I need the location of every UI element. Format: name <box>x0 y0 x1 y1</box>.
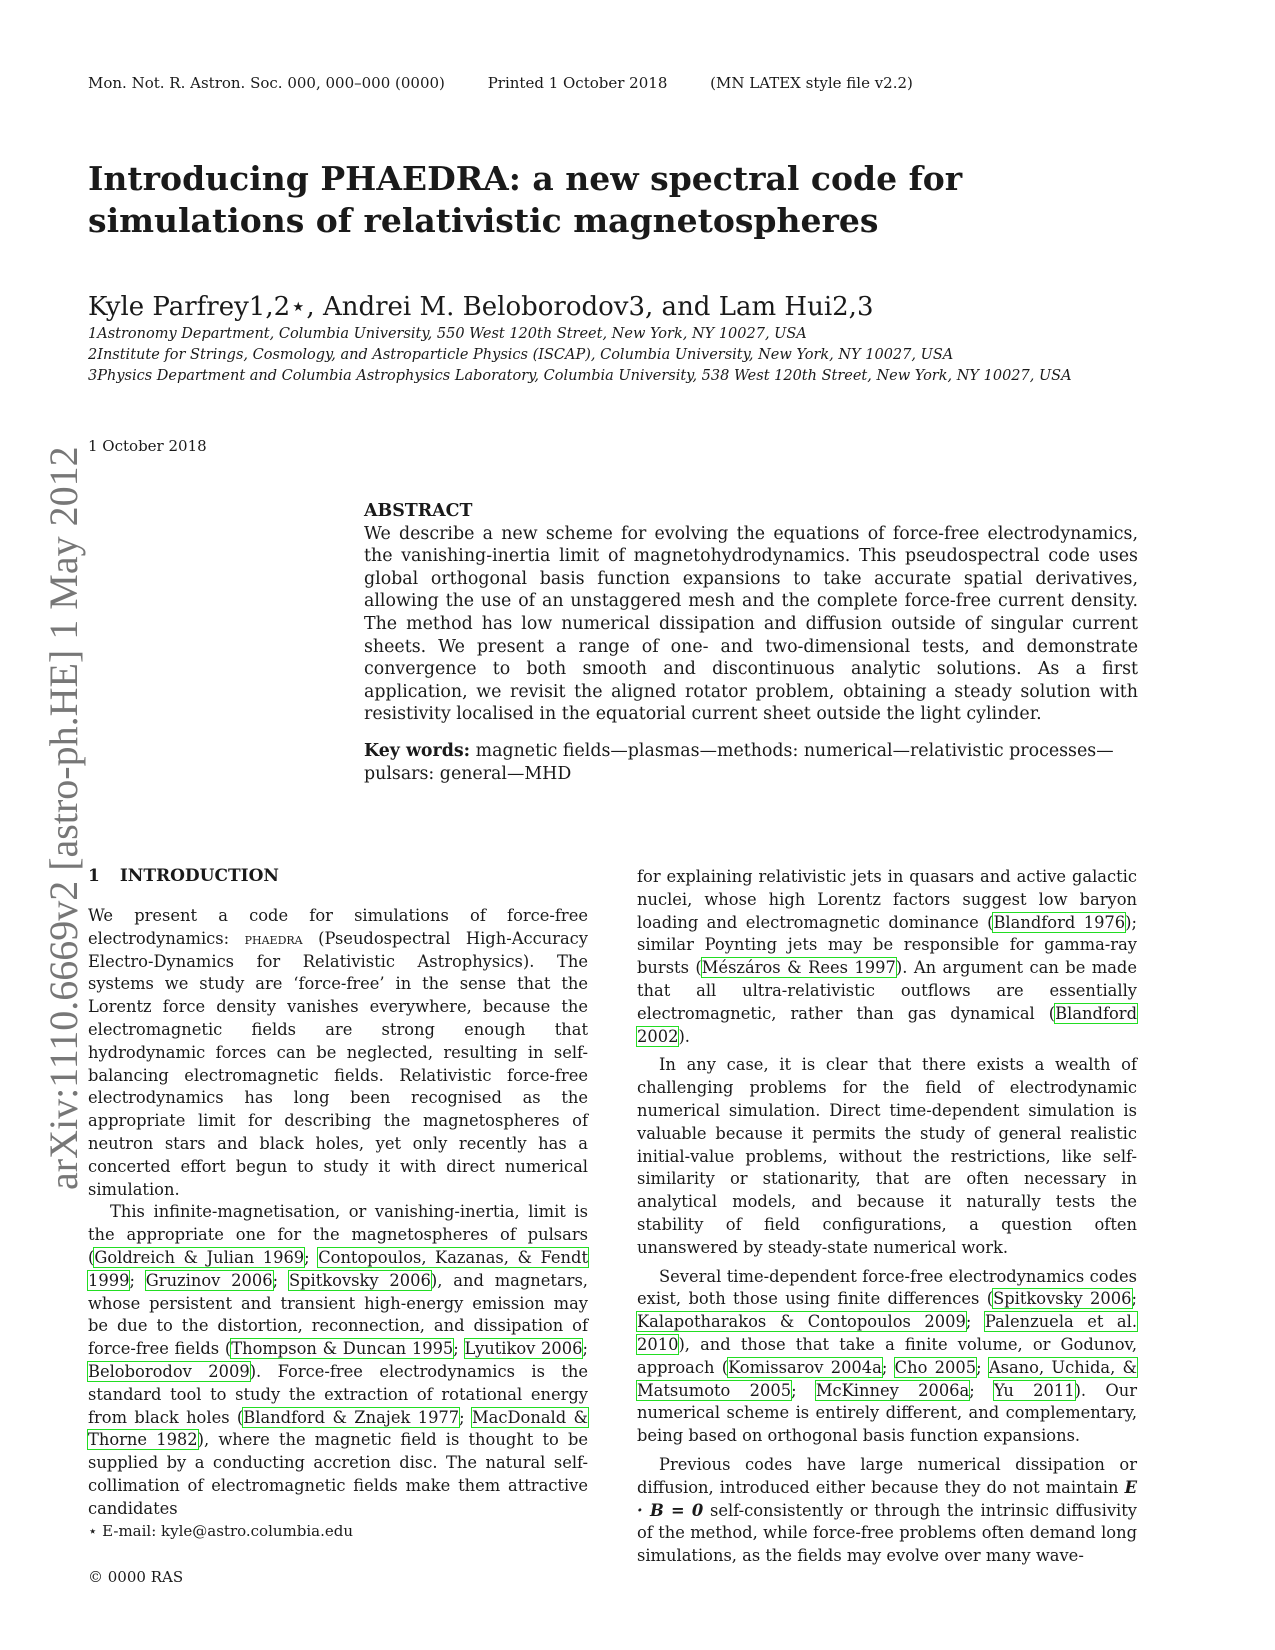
section-number: 1 <box>88 866 100 886</box>
section-heading <box>88 866 299 886</box>
text-run: ). Force-free electrodynamics is the standard tool to study the extraction of rotational energy from black holes ( <box>88 1361 589 1427</box>
style-file: (MN LATEX style file v2.2) <box>710 74 913 92</box>
citation-link[interactable]: Spitkovsky 2006 <box>993 1289 1132 1309</box>
citation-link[interactable]: Cho 2005 <box>894 1357 977 1377</box>
text-run: ; <box>304 1247 319 1267</box>
text-run: ), and magnetars, whose persistent and transient high-energy emission may be due to the distortion, reconnection, and dissipation of force-free fields ( <box>88 1270 588 1359</box>
keywords-text: magnetic fields—plasmas—methods: numerical—relativistic processes—pulsars: general—MHD <box>364 741 1114 784</box>
text-run: ; <box>272 1270 289 1290</box>
section-title: INTRODUCTION <box>119 866 279 886</box>
paper-title: Introducing PHAEDRA: a new spectral code for simulations of relativistic magnetospheres <box>88 159 963 240</box>
text-run: ). An argument can be made that all ultra-relativistic outflows are essentially electromagnetic, rather than gas dynamical ( <box>637 958 1137 1023</box>
citation-link[interactable]: Beloborodov 2009 <box>88 1361 250 1381</box>
paragraph: In any case, it is clear that there exists a wealth of challenging problems for the field of electrodynamic numerical simulation. Direct time-dependent simulation is valuable because it permits the study of general realistic initial-value problems, without the restrictions, like self-similarity or stationarity, that are often necessary in analytical models, and because it naturally tests the stability of field configurations, a question often unanswered by steady-state numerical work. <box>637 1055 1137 1257</box>
paragraph <box>88 905 588 1201</box>
paragraph <box>637 1454 1137 1568</box>
citation-link[interactable]: Spitkovsky 2006 <box>288 1270 431 1290</box>
citation-link[interactable]: Yu 2011 <box>994 1380 1075 1400</box>
arxiv-identifier: arXiv:1110.6669v2 [astro-ph.HE] 1 May 2012 <box>41 446 86 1190</box>
abstract-block <box>364 500 1138 726</box>
citation-link[interactable]: Thompson & Duncan 1995 <box>231 1339 454 1359</box>
keywords-label: Key words: <box>364 741 471 761</box>
citation-link[interactable]: Gruzinov 2006 <box>145 1270 273 1290</box>
text-run: ; <box>582 1339 588 1359</box>
author-list: Kyle Parfrey1,2⋆, Andrei M. Beloborodov3, and Lam Hui2,3 <box>88 292 874 322</box>
text-run: ). Our numerical scheme is entirely different, and complementary, being based on orthogonal basis function expansions. <box>637 1380 1138 1446</box>
text-run: ); similar Poynting jets may be responsible for gamma-ray bursts ( <box>637 912 1137 978</box>
code-name: phaedra <box>244 928 303 948</box>
citation-link[interactable]: MacDonald & Thorne 1982 <box>88 1407 589 1450</box>
keywords-block <box>364 740 1138 785</box>
citation-link[interactable]: McKinney 2006a <box>815 1380 970 1400</box>
citation-link[interactable]: Blandford 2002 <box>637 1003 1137 1046</box>
text-run: ; <box>453 1339 465 1359</box>
text-run: We present a code for simulations of force-free electrodynamics: <box>88 906 588 948</box>
text-run: for explaining relativistic jets in quasars and active galactic nuclei, whose high Lorentz factors suggest low baryon loading and electromagnetic dominance ( <box>637 867 1137 932</box>
affiliations <box>88 324 1072 387</box>
paragraph <box>88 1201 588 1520</box>
paper-date: 1 October 2018 <box>88 437 207 455</box>
text-run: ). <box>678 1026 690 1046</box>
text-run: ; <box>1131 1289 1137 1309</box>
text-run: ), where the magnetic field is thought to be supplied by a conducting accretion disc. The natural self-collimation of electromagnetic fields make them attractive candidates <box>88 1430 588 1518</box>
citation-link[interactable]: Kalapotharakos & Contopoulos 2009 <box>637 1312 966 1332</box>
printed-date: Printed 1 October 2018 <box>487 74 668 92</box>
left-column <box>88 905 588 1521</box>
affiliation-3: 3Physics Department and Columbia Astrophysics Laboratory, Columbia University, 538 West 120th Street, New York, NY 10027, USA <box>88 368 1072 384</box>
text-run: ; <box>459 1407 472 1427</box>
affiliation-2: 2Institute for Strings, Cosmology, and Astroparticle Physics (ISCAP), Columbia University, New York, NY 10027, USA <box>88 347 954 363</box>
citation-link[interactable]: Contopoulos, Kazanas, & Fendt 1999 <box>88 1247 588 1290</box>
citation-link[interactable]: Lyutikov 2006 <box>464 1339 583 1359</box>
text-run: Several time-dependent force-free electrodynamics codes exist, both those using finite differences ( <box>637 1266 1137 1309</box>
text-run: ; <box>976 1357 989 1377</box>
running-header <box>88 74 951 92</box>
citation-link[interactable]: Asano, Uchida, & Matsumoto 2005 <box>637 1357 1138 1400</box>
citation-link[interactable]: Blandford & Znajek 1977 <box>243 1407 460 1427</box>
text-run: Previous codes have large numerical dissipation or diffusion, introduced either because they do not maintain <box>637 1454 1137 1497</box>
text-run: self-consistently or through the intrinsic diffusivity of the method, while force-free problems often demand long simulations, as the fields may evolve over many wave- <box>637 1500 1138 1566</box>
text-run: ), and those that take a finite volume, or Godunov, approach ( <box>637 1334 1137 1377</box>
paragraph <box>637 866 1137 1048</box>
text-run: This infinite-magnetisation, or vanishing-inertia, limit is the appropriate one for the magnetospheres of pulsars ( <box>88 1202 588 1267</box>
text-run: ; <box>969 1380 995 1400</box>
text-run: ; <box>791 1380 816 1400</box>
text-run: (Pseudospectral High-Accuracy Electro-Dynamics for Relativistic Astrophysics). The systems we study are ‘force-free’ in the sense that the Lorentz force density vanishes everywhere, because the electromagnetic fields are strong enough that hydrodynamic forces can be neglected, resulting in self-balancing electromagnetic fields. Relativistic force-free electrodynamics has long been recognised as the appropriate limit for describing the magnetospheres of neutron stars and black holes, yet only recently has a concerted effort begun to study it with direct numerical simulation. <box>88 928 588 1199</box>
equation: E · B = 0 <box>637 1477 1137 1520</box>
text-run: ; <box>965 1312 985 1332</box>
abstract-heading: ABSTRACT <box>364 501 473 521</box>
citation-link[interactable]: Mészáros & Rees 1997 <box>701 958 896 978</box>
footnote-email: ⋆ E-mail: kyle@astro.columbia.edu <box>88 1522 354 1540</box>
citation-link[interactable]: Goldreich & Julian 1969 <box>94 1247 305 1267</box>
affiliation-1: 1Astronomy Department, Columbia University, 550 West 120th Street, New York, NY 10027, USA <box>88 326 807 342</box>
citation-link[interactable]: Komissarov 2004a <box>728 1357 882 1377</box>
text-run: ; <box>129 1270 146 1290</box>
abstract-text: We describe a new scheme for evolving the equations of force-free electrodynamics, the vanishing-inertia limit of magnetohydrodynamics. This pseudospectral code uses global orthogonal basis function expansions to take accurate spatial derivatives, allowing the use of an unstaggered mesh and the complete force-free current density. The method has low numerical dissipation and diffusion outside of singular current sheets. We present a range of one- and two-dimensional tests, and demonstrate convergence to both smooth and discontinuous analytic solutions. As a first application, we revisit the aligned rotator problem, obtaining a steady solution with resistivity localised in the equatorial current sheet outside the light cylinder. <box>364 523 1138 725</box>
copyright-notice: © 0000 RAS <box>88 1568 184 1586</box>
citation-link[interactable]: Blandford 1976 <box>993 912 1126 932</box>
citation-link[interactable]: Palenzuela et al. 2010 <box>637 1312 1137 1354</box>
journal-citation: Mon. Not. R. Astron. Soc. 000, 000–000 (0000) <box>88 74 445 92</box>
text-run: ; <box>881 1357 895 1377</box>
paragraph <box>637 1266 1137 1448</box>
right-column <box>637 866 1137 1568</box>
